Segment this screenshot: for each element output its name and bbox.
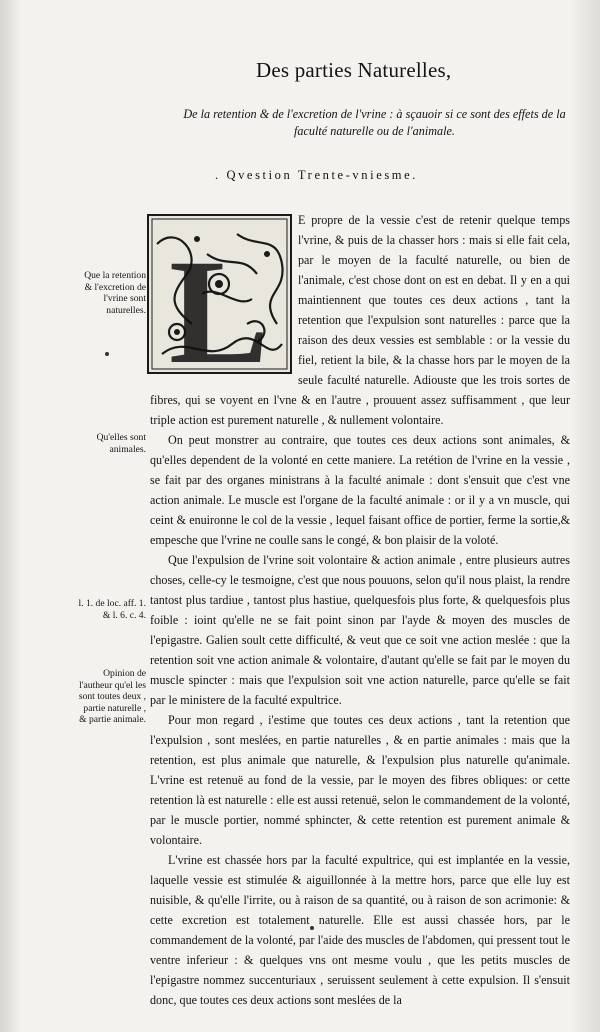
paragraph: L'vrine est chassée hors par la faculté expultrice, qui est implantée en la vessie, laquelle vessie est stimulée & aiguillonnée à la mettre hors, parce que elle luy est nuisible, & qu'elle l'irrite, ou à raison de sa quantité, ou à raison de son acrimonie: & cette excretion est totalement naturelle. Elle est aussi chassée hors, par le commandement de la volonté, par l'aide des muscles de l'abdomen, qui pressent tout le ventre inferieur : & quelques vns ont mesme voulu , que les petits muscles de l'epigastre nommez succenturiaux , seruissent seulement à cette expulsion. Il s'ensuit donc, que toutes ces deux actions sont meslées de la [150, 853, 570, 1007]
margin-note: l. 1. de loc. aff. 1. & l. 6. c. 4. [78, 598, 146, 621]
paragraph: On peut monstrer au contraire, que toutes ces deux actions sont animales, & qu'elles dependent de la volonté en cette maniere. La retétion de l'vrine en la vessie , se fait par des organes ministrans à la faculté animale : dont s'ensuit que c'est vne action animale. Le muscle est l'organe de la faculté animale : or il y a vn muscle, qui ceint & enuironne le col de la vessie , lequel faisant office de portier, ferme la sortie,& empesche que l'vrine ne coulle sans le congé, & bon plaisir de la voloté. [150, 433, 570, 547]
section-subtitle: De la retention & de l'excretion de l'vrine : à sçauoir si ce sont des effets de la faculté naturelle ou de l'animale. [183, 107, 566, 138]
margin-note: Que la retention & l'excretion de l'vrine sont naturelles. [84, 270, 146, 316]
paragraph: Que l'expulsion de l'vrine soit volontaire & action animale , entre plusieurs autres choses, celle-cy le tesmoigne, c'est que nous pouuons, selon qu'il nous plaist, la rendre tantost plus tardiue , tantost plus hastiue, quelquesfois plus forte, & quelquesfois plus foible : ioint qu'elle ne se fait point sinon par l'ayde & moyen des muscles de l'epigastre. Galien soult cette difficulté, & veut que ce soit vne action meslée : que la retention soit vne action animale & volontaire, d'autant qu'elle se fait par le moyen du muscle spincter : mais que l'expulsion soit vne action naturelle, parce qu'elle se fait par le ministere de la faculté expultrice. [150, 553, 570, 707]
initial-letter: L [169, 229, 270, 374]
page-gutter [0, 0, 22, 1032]
running-header: Des parties Naturelles, [256, 58, 452, 82]
main-text [150, 210, 570, 1010]
question-title: . Qvestion Trente-vniesme. [215, 168, 419, 182]
ink-dot [105, 352, 109, 356]
margin-note: Qu'elles sont animales. [96, 432, 146, 455]
margin-note: Opinion de l'autheur qu'el les sont toutes deux , partie naturelle , & partie animale. [78, 668, 146, 725]
paragraph: E propre de la vessie c'est de retenir quelque temps l'vrine, & puis de la chasser hors : mais si elle fait cela, par le moyen de la faculté naturelle, ou bien de l'animale, c'est chose dont on est en debat. Il y en a qui maintiennent que toutes ces deux actions , tant la retention que l'expulsion sont naturelles : parce que la raison des deux vessies est semblable : or la vessie du fiel, retient la bile, & la chasse hors par le moyen de la seule faculté naturelle. Adiouste que les trois sortes de fibres, qui se voyent en l'vne & en l'autre , prouuent assez suffisamment , que leur triple action est purement naturelle , & nullement volontaire. [150, 213, 570, 427]
paragraph: Pour mon regard , i'estime que toutes ces deux actions , tant la retention que l'expulsion , sont meslées, en partie naturelles , & en partie animales : mais que la retention, est plus animale que naturelle, & l'expulsion plus naturelle qu'animale. L'vrine est retenuë au fond de la vessie, par le moyen des fibres obliques: or cette retention là est naturelle : elle est aussi retenuë, selon le commandement de la volonté, par le muscle portier, nommé sphincter, & cette retention est purement animale & volontaire. [150, 713, 570, 847]
page-edge-shadow [570, 0, 600, 1032]
